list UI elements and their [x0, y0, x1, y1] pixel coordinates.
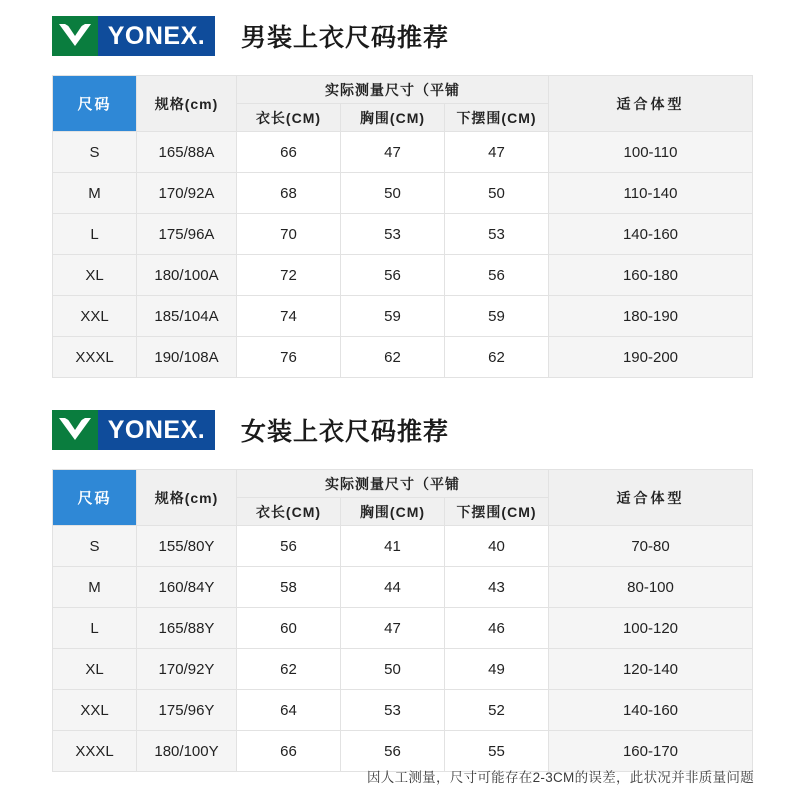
cell-spec: 175/96A	[137, 214, 237, 255]
cell-bust: 53	[341, 690, 445, 731]
header-measure-hem: 下摆围(CM)	[445, 104, 549, 132]
yonex-wordmark-text: YONEX	[107, 21, 198, 50]
table-row	[53, 214, 753, 255]
page-title-men: 男装上衣尺码推荐	[241, 24, 450, 52]
section-header-men	[0, 0, 800, 56]
header-measure-bust: 胸围(CM)	[341, 104, 445, 132]
table-row	[53, 173, 753, 214]
cell-length: 66	[237, 132, 341, 173]
table-row	[53, 337, 753, 378]
header-fit: 适合体型	[549, 76, 753, 132]
table-row	[53, 608, 753, 649]
cell-hem: 56	[445, 255, 549, 296]
cell-size: XXL	[53, 296, 137, 337]
cell-spec: 170/92Y	[137, 649, 237, 690]
cell-length: 58	[237, 567, 341, 608]
cell-bust: 50	[341, 173, 445, 214]
cell-spec: 155/80Y	[137, 526, 237, 567]
cell-spec: 190/108A	[137, 337, 237, 378]
cell-hem: 50	[445, 173, 549, 214]
cell-hem: 62	[445, 337, 549, 378]
yonex-wordmark-dot: .	[197, 415, 206, 444]
cell-spec: 180/100Y	[137, 731, 237, 772]
cell-hem: 52	[445, 690, 549, 731]
cell-spec: 160/84Y	[137, 567, 237, 608]
cell-spec: 165/88Y	[137, 608, 237, 649]
cell-size: L	[53, 608, 137, 649]
table-row	[53, 132, 753, 173]
yonex-wordmark-dot: .	[197, 21, 206, 50]
table-row	[53, 296, 753, 337]
size-table-women	[52, 469, 753, 772]
header-spec: 规格(cm)	[137, 76, 237, 132]
header-measure-length: 衣长(CM)	[237, 498, 341, 526]
header-size: 尺码	[53, 76, 137, 132]
cell-length: 72	[237, 255, 341, 296]
cell-bust: 53	[341, 214, 445, 255]
yonex-wordmark	[98, 16, 215, 56]
cell-fit: 190-200	[549, 337, 753, 378]
cell-spec: 165/88A	[137, 132, 237, 173]
cell-bust: 50	[341, 649, 445, 690]
table-row	[53, 567, 753, 608]
cell-fit: 100-110	[549, 132, 753, 173]
cell-spec: 170/92A	[137, 173, 237, 214]
cell-size: XXXL	[53, 731, 137, 772]
cell-fit: 140-160	[549, 214, 753, 255]
cell-size: M	[53, 173, 137, 214]
cell-length: 62	[237, 649, 341, 690]
yonex-wordmark-text: YONEX	[107, 415, 198, 444]
header-size: 尺码	[53, 470, 137, 526]
header-measure-group: 实际测量尺寸（平铺	[237, 470, 549, 498]
cell-hem: 49	[445, 649, 549, 690]
cell-size: S	[53, 132, 137, 173]
cell-hem: 43	[445, 567, 549, 608]
cell-length: 56	[237, 526, 341, 567]
cell-fit: 180-190	[549, 296, 753, 337]
cell-length: 66	[237, 731, 341, 772]
cell-bust: 47	[341, 132, 445, 173]
cell-size: XXL	[53, 690, 137, 731]
cell-hem: 53	[445, 214, 549, 255]
yonex-wordmark	[98, 410, 215, 450]
cell-hem: 47	[445, 132, 549, 173]
cell-spec: 175/96Y	[137, 690, 237, 731]
header-fit: 适合体型	[549, 470, 753, 526]
yonex-logo	[52, 410, 215, 450]
header-spec: 规格(cm)	[137, 470, 237, 526]
cell-spec: 180/100A	[137, 255, 237, 296]
cell-bust: 56	[341, 255, 445, 296]
cell-bust: 56	[341, 731, 445, 772]
cell-bust: 41	[341, 526, 445, 567]
cell-fit: 120-140	[549, 649, 753, 690]
cell-fit: 160-180	[549, 255, 753, 296]
table-row	[53, 255, 753, 296]
cell-fit: 110-140	[549, 173, 753, 214]
yonex-logo	[52, 16, 215, 56]
header-measure-hem: 下摆围(CM)	[445, 498, 549, 526]
page-title-women: 女装上衣尺码推荐	[241, 418, 450, 446]
cell-size: M	[53, 567, 137, 608]
cell-length: 64	[237, 690, 341, 731]
cell-length: 60	[237, 608, 341, 649]
cell-length: 74	[237, 296, 341, 337]
cell-length: 70	[237, 214, 341, 255]
header-measure-length: 衣长(CM)	[237, 104, 341, 132]
table-row	[53, 649, 753, 690]
header-measure-bust: 胸围(CM)	[341, 498, 445, 526]
cell-fit: 80-100	[549, 567, 753, 608]
measurement-disclaimer: 因人工测量，尺寸可能存在2-3CM的误差，此状况并非质量问题	[366, 770, 754, 785]
table-row	[53, 690, 753, 731]
cell-length: 68	[237, 173, 341, 214]
cell-size: XL	[53, 649, 137, 690]
section-header-women	[0, 378, 800, 450]
yonex-logo-mark-icon	[52, 410, 98, 450]
cell-bust: 59	[341, 296, 445, 337]
cell-bust: 47	[341, 608, 445, 649]
header-measure-group: 实际测量尺寸（平铺	[237, 76, 549, 104]
cell-size: L	[53, 214, 137, 255]
cell-hem: 55	[445, 731, 549, 772]
cell-fit: 100-120	[549, 608, 753, 649]
cell-hem: 40	[445, 526, 549, 567]
cell-size: XXXL	[53, 337, 137, 378]
cell-length: 76	[237, 337, 341, 378]
yonex-logo-mark-icon	[52, 16, 98, 56]
cell-fit: 70-80	[549, 526, 753, 567]
cell-fit: 140-160	[549, 690, 753, 731]
table-row	[53, 526, 753, 567]
cell-spec: 185/104A	[137, 296, 237, 337]
cell-fit: 160-170	[549, 731, 753, 772]
cell-bust: 44	[341, 567, 445, 608]
cell-bust: 62	[341, 337, 445, 378]
cell-hem: 59	[445, 296, 549, 337]
cell-size: S	[53, 526, 137, 567]
cell-size: XL	[53, 255, 137, 296]
cell-hem: 46	[445, 608, 549, 649]
size-table-men	[52, 75, 753, 378]
